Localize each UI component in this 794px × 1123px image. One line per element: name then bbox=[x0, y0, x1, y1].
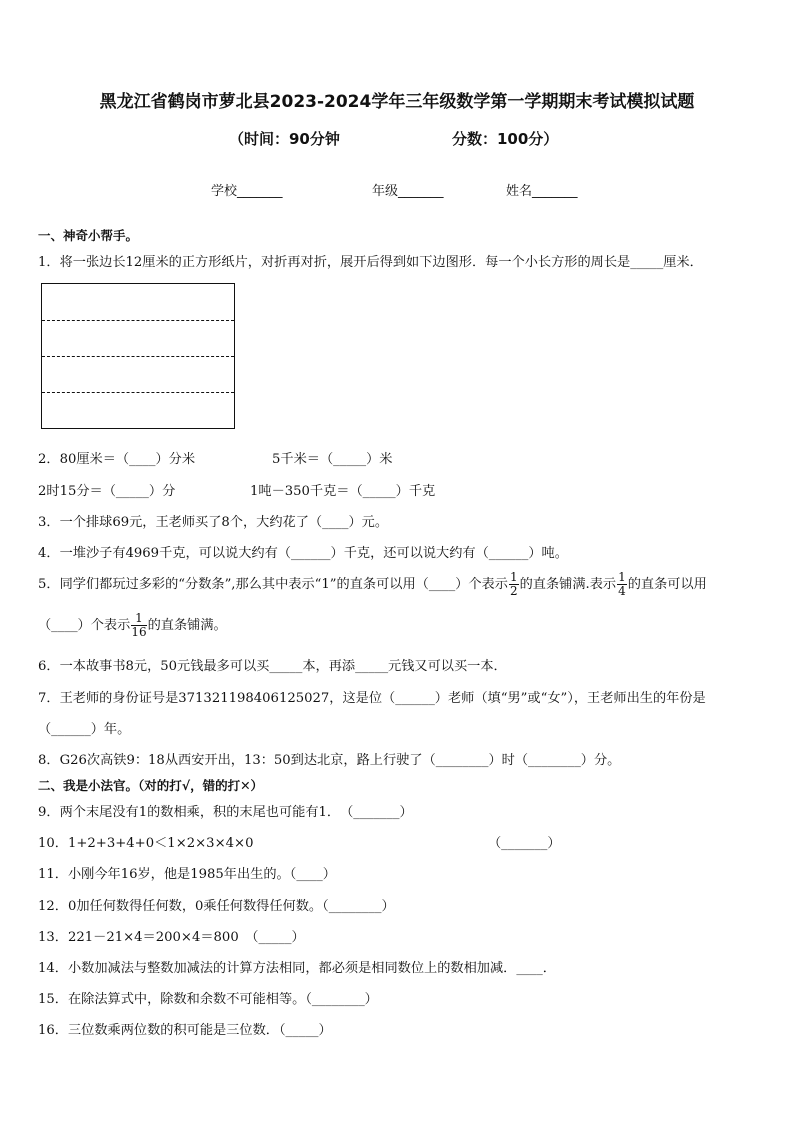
question-13: 13．221－21×4＝200×4＝800 （_____） bbox=[38, 930, 305, 945]
question-5-text-a: 5．同学们都玩过多彩的“分数条”,那么其中表示“1”的直条可以用（____）个表示 bbox=[38, 577, 508, 592]
time-limit: （时间：90分钟 bbox=[229, 130, 340, 148]
section-1-heading: 一、神奇小帮手。 bbox=[38, 228, 139, 243]
grade-field: 年级_______ bbox=[372, 184, 444, 199]
fraction-one-half bbox=[509, 571, 519, 598]
fraction-denominator: 2 bbox=[509, 584, 518, 598]
question-9: 9．两个末尾没有1的数相乘，积的末尾也可能有1． （_______） bbox=[38, 805, 413, 820]
question-7-line-1: 7．王老师的身份证号是371321198406125027，这是位（______）老师（填“男”或“女”），王老师出生的年份是 bbox=[38, 691, 706, 706]
question-2d: 1吨－350千克＝（_____）千克 bbox=[250, 484, 436, 499]
question-5-text-b: 的直条铺满.表示 bbox=[519, 577, 617, 592]
section-2-heading: 二、我是小法官。（对的打√，错的打✕） bbox=[38, 778, 264, 793]
question-14: 14．小数加减法与整数加减法的计算方法相同，都必须是相同数位上的数相加减．____． bbox=[38, 961, 556, 976]
fold-line bbox=[42, 392, 234, 393]
question-5-line-1 bbox=[38, 568, 707, 602]
question-7-line-2: （______）年。 bbox=[38, 722, 131, 737]
question-8: 8．G26次高铁9：18从西安开出，13：50到达北京，路上行驶了（________）时（________）分。 bbox=[38, 753, 621, 768]
question-16: 16．三位数乘两位数的积可能是三位数．（_____） bbox=[38, 1023, 332, 1038]
question-11: 11．小刚今年16岁，他是1985年出生的。（____） bbox=[38, 867, 336, 882]
fraction-numerator: 1 bbox=[131, 612, 146, 626]
folded-square-figure bbox=[41, 283, 235, 429]
question-10: 10．1+2+3+4+0＜1×2×3×4×0 bbox=[38, 836, 254, 851]
fraction-denominator: 16 bbox=[131, 625, 147, 639]
question-2a: 2．80厘米＝（____）分米 bbox=[38, 452, 196, 467]
fold-line bbox=[42, 320, 234, 321]
total-score: 分数：100分） bbox=[452, 130, 559, 148]
question-5-text-e: 的直条铺满。 bbox=[147, 618, 227, 633]
name-field: 姓名_______ bbox=[506, 184, 578, 199]
school-field: 学校_______ bbox=[211, 184, 283, 199]
fraction-denominator: 4 bbox=[618, 584, 626, 598]
question-6: 6．一本故事书8元，50元钱最多可以买_____本，再添_____元钱又可以买一本． bbox=[38, 659, 507, 674]
page-title: 黑龙江省鹤岗市萝北县2023-2024学年三年级数学第一学期期末考试模拟试题 bbox=[99, 92, 695, 112]
fold-line bbox=[42, 356, 234, 357]
question-3: 3．一个排球69元，王老师买了8个，大约花了（____）元。 bbox=[38, 515, 389, 530]
question-5-line-2 bbox=[38, 609, 227, 643]
question-15: 15．在除法算式中，除数和余数不可能相等。（________） bbox=[38, 992, 378, 1007]
fraction-one-quarter bbox=[617, 571, 627, 598]
question-4: 4．一堆沙子有4969千克，可以说大约有（______）千克，还可以说大约有（______）吨。 bbox=[38, 546, 568, 561]
question-12: 12．0加任何数得任何数，0乘任何数得任何数。（________） bbox=[38, 899, 395, 914]
question-2b: 5千米＝（_____）米 bbox=[272, 452, 393, 467]
question-1: 1．将一张边长12厘米的正方形纸片，对折再对折，展开后得到如下边图形．每一个小长方形的周长是_____厘米． bbox=[38, 255, 703, 270]
question-10-blank: （_______） bbox=[488, 836, 561, 851]
question-2c: 2时15分＝（_____）分 bbox=[38, 484, 176, 499]
fraction-numerator: 1 bbox=[618, 570, 626, 584]
question-5-text-c: 的直条可以用 bbox=[627, 577, 707, 592]
fraction-numerator: 1 bbox=[509, 570, 518, 584]
fraction-one-sixteenth bbox=[131, 612, 146, 639]
question-5-text-d: （____）个表示 bbox=[38, 618, 131, 633]
